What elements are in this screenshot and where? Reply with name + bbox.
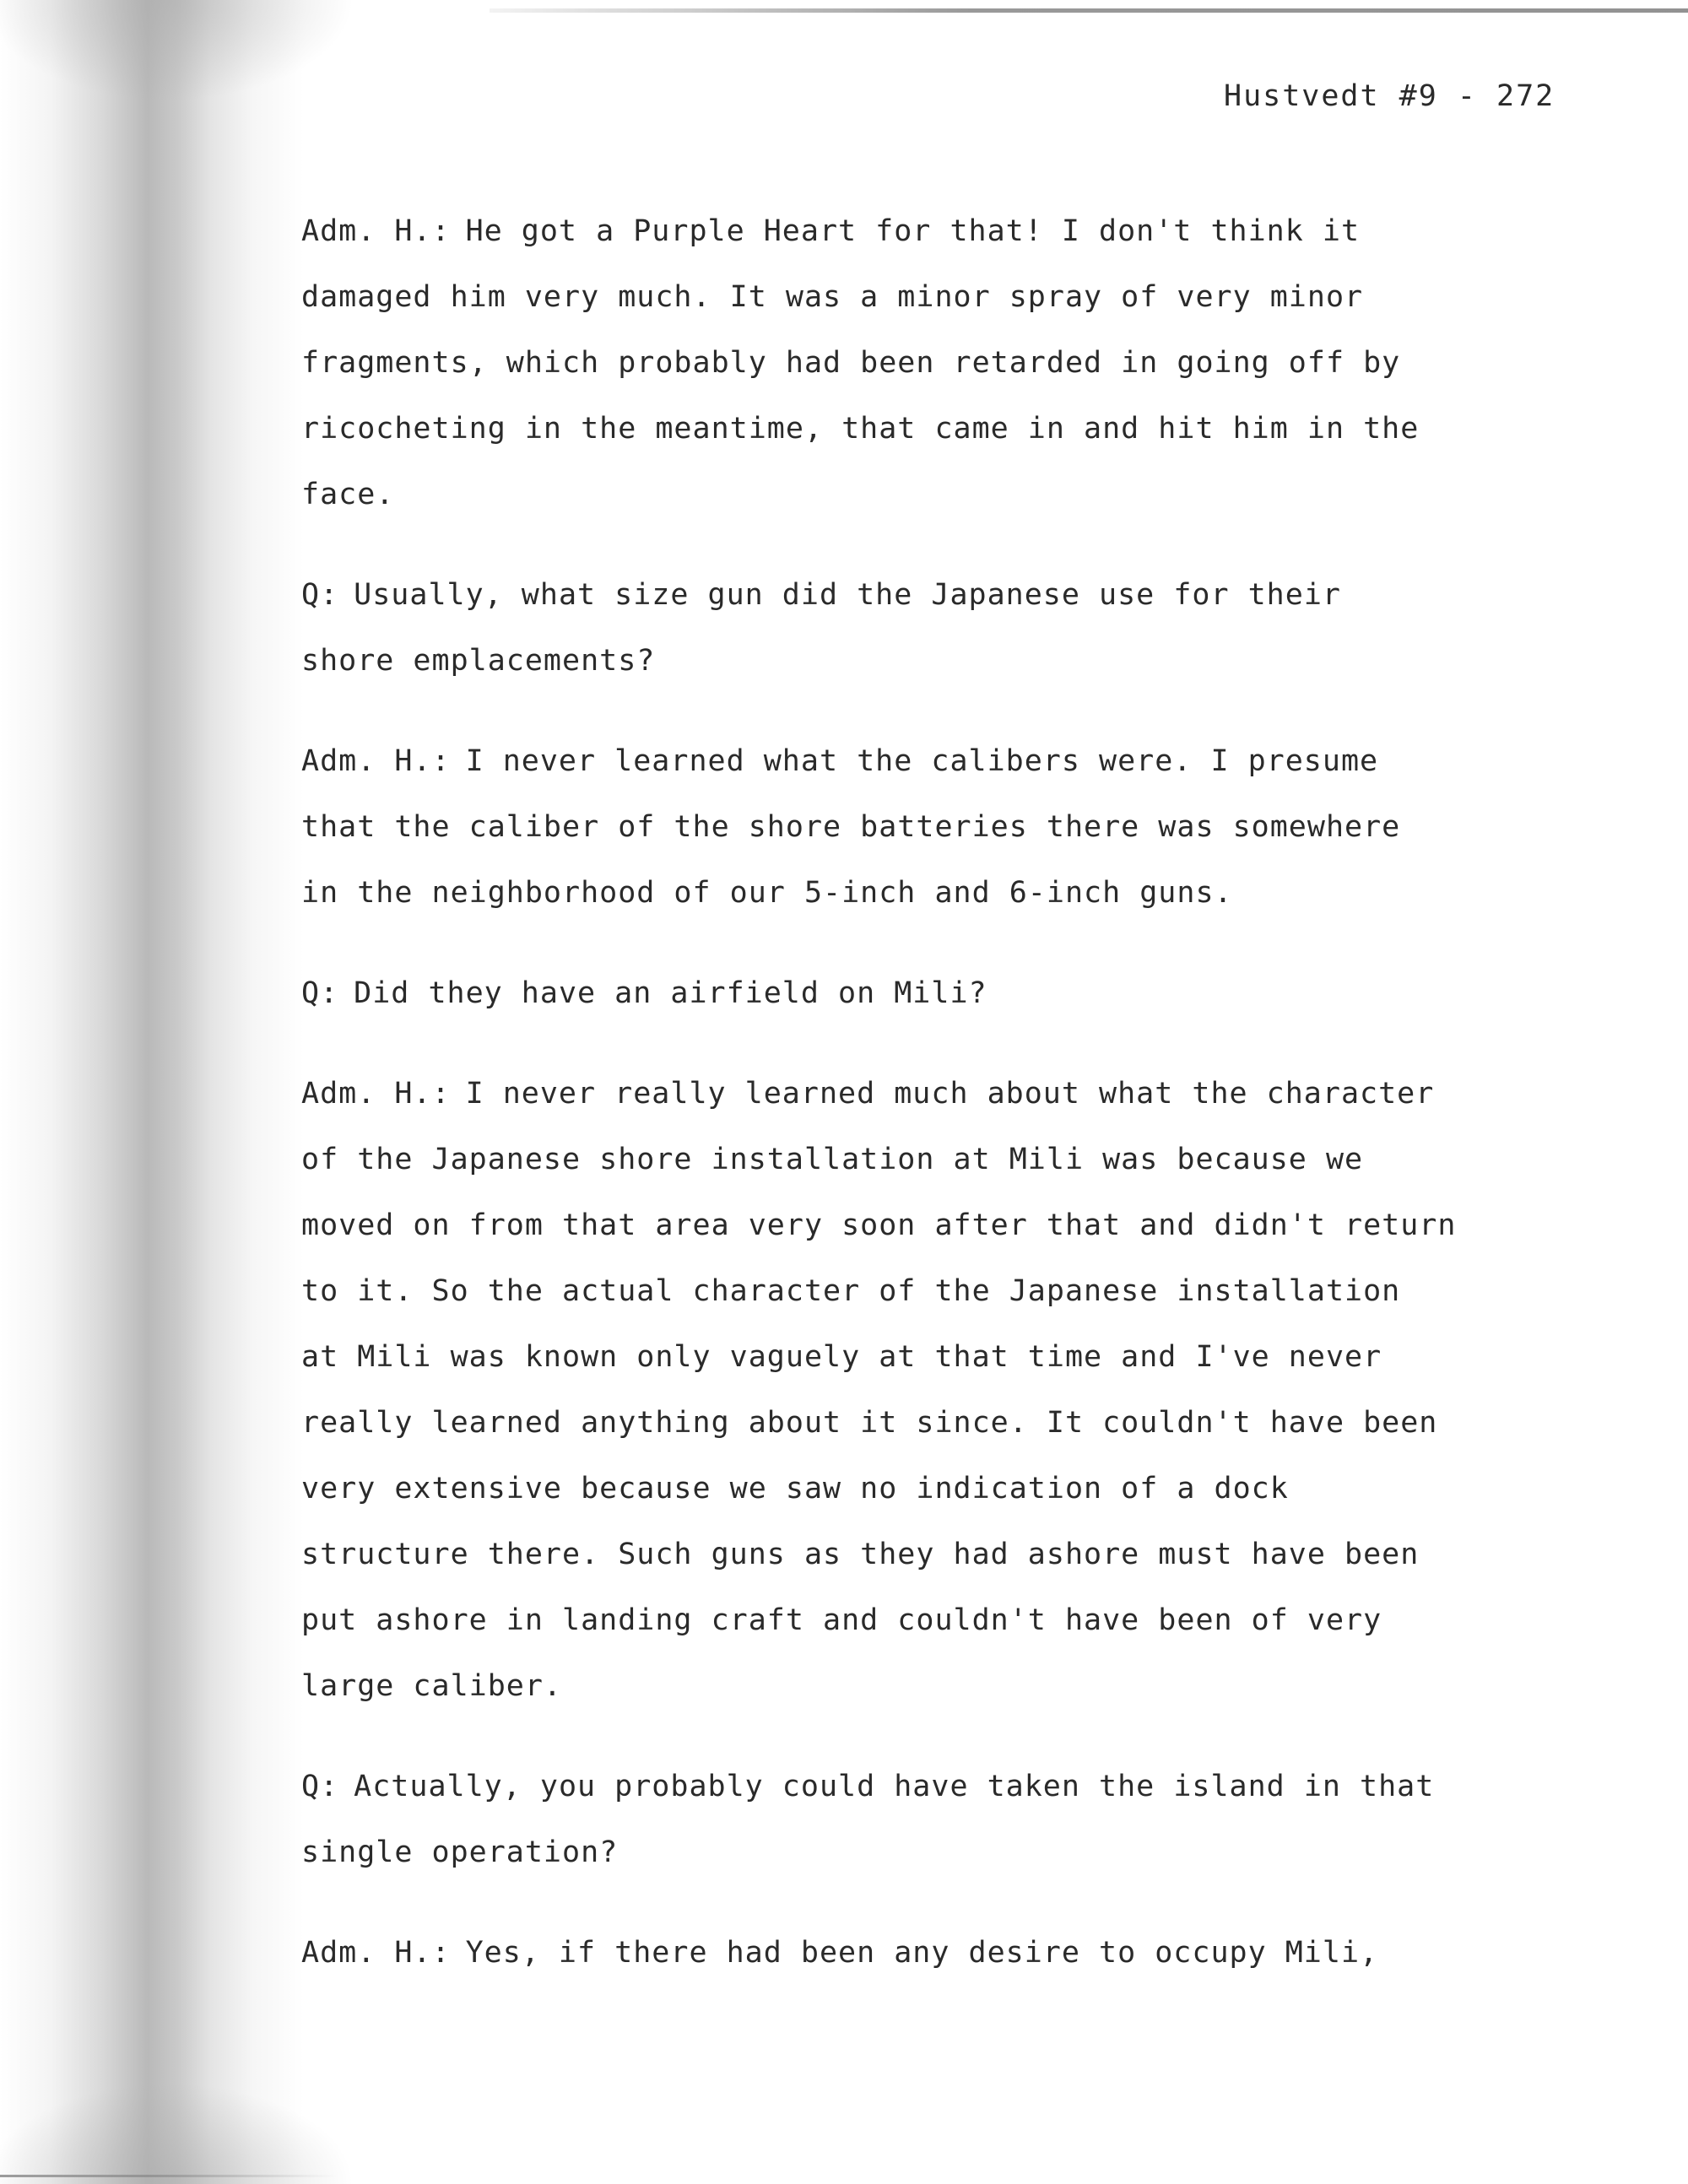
speaker-label: Adm. H.: (301, 744, 451, 778)
transcript-line: shore emplacements? (301, 644, 656, 678)
transcript-line: really learned anything about it since. It couldn't have been (301, 1406, 1438, 1440)
transcript-line: of the Japanese shore installation at Mili was because we (301, 1143, 1364, 1176)
transcript-line: damaged him very much. It was a minor spray of very minor (301, 280, 1364, 314)
line-text: I never learned what the calibers were. I presume (465, 744, 1379, 778)
transcript-line: single operation? (301, 1835, 619, 1869)
speaker-label: Adm. H.: (301, 214, 451, 248)
transcript-line (301, 1061, 1567, 1127)
transcript-line (301, 1754, 1567, 1819)
line-text: Did they have an airfield on Mili? (354, 976, 987, 1010)
transcript-line: moved on from that area very soon after that and didn't return (301, 1208, 1457, 1242)
transcript-paragraph (301, 728, 1567, 926)
speaker-label: Q: (301, 578, 339, 612)
transcript-paragraph (301, 198, 1567, 527)
page-header: Hustvedt #9 - 272 (1224, 79, 1555, 113)
transcript-line (301, 960, 1567, 1026)
transcript-body (301, 198, 1567, 2020)
transcript-paragraph (301, 960, 1567, 1026)
transcript-paragraph (301, 1920, 1567, 1986)
transcript-line (301, 198, 1567, 264)
transcript-line: in the neighborhood of our 5-inch and 6-inch guns. (301, 876, 1233, 910)
transcript-paragraph (301, 562, 1567, 694)
speaker-label: Q: (301, 1770, 339, 1803)
transcript-line: to it. So the actual character of the Japanese installation (301, 1274, 1401, 1308)
transcript-line (301, 1920, 1567, 1986)
transcript-line: face. (301, 478, 395, 511)
transcript-paragraph (301, 1754, 1567, 1885)
transcript-line: that the caliber of the shore batteries there was somewhere (301, 810, 1401, 844)
line-text: He got a Purple Heart for that! I don't think it (465, 214, 1361, 248)
speaker-label: Adm. H.: (301, 1077, 451, 1111)
transcript-paragraph (301, 1061, 1567, 1719)
transcript-line: at Mili was known only vaguely at that time and I've never (301, 1340, 1382, 1374)
transcript-line: put ashore in landing craft and couldn't have been of very (301, 1603, 1382, 1637)
page-top-edge (490, 8, 1688, 13)
transcript-line: very extensive because we saw no indication of a dock (301, 1472, 1289, 1506)
speaker-label: Adm. H.: (301, 1936, 451, 1970)
binding-shadow (0, 0, 304, 2184)
transcript-line: fragments, which probably had been retarded in going off by (301, 346, 1401, 380)
line-text: I never really learned much about what the character (465, 1077, 1435, 1111)
page-bottom-edge (0, 2175, 338, 2177)
line-text: Actually, you probably could have taken the island in that (354, 1770, 1435, 1803)
line-text: Yes, if there had been any desire to occupy Mili, (465, 1936, 1379, 1970)
transcript-line: large caliber. (301, 1669, 563, 1703)
transcript-line: structure there. Such guns as they had ashore must have been (301, 1538, 1420, 1571)
line-text: Usually, what size gun did the Japanese use for their (354, 578, 1341, 612)
binding-shadow-bottom (0, 2083, 354, 2184)
speaker-label: Q: (301, 976, 339, 1010)
transcript-line: ricocheting in the meantime, that came in and hit him in the (301, 412, 1420, 446)
binding-shadow-top (0, 0, 354, 101)
transcript-line (301, 562, 1567, 628)
transcript-line (301, 728, 1567, 794)
